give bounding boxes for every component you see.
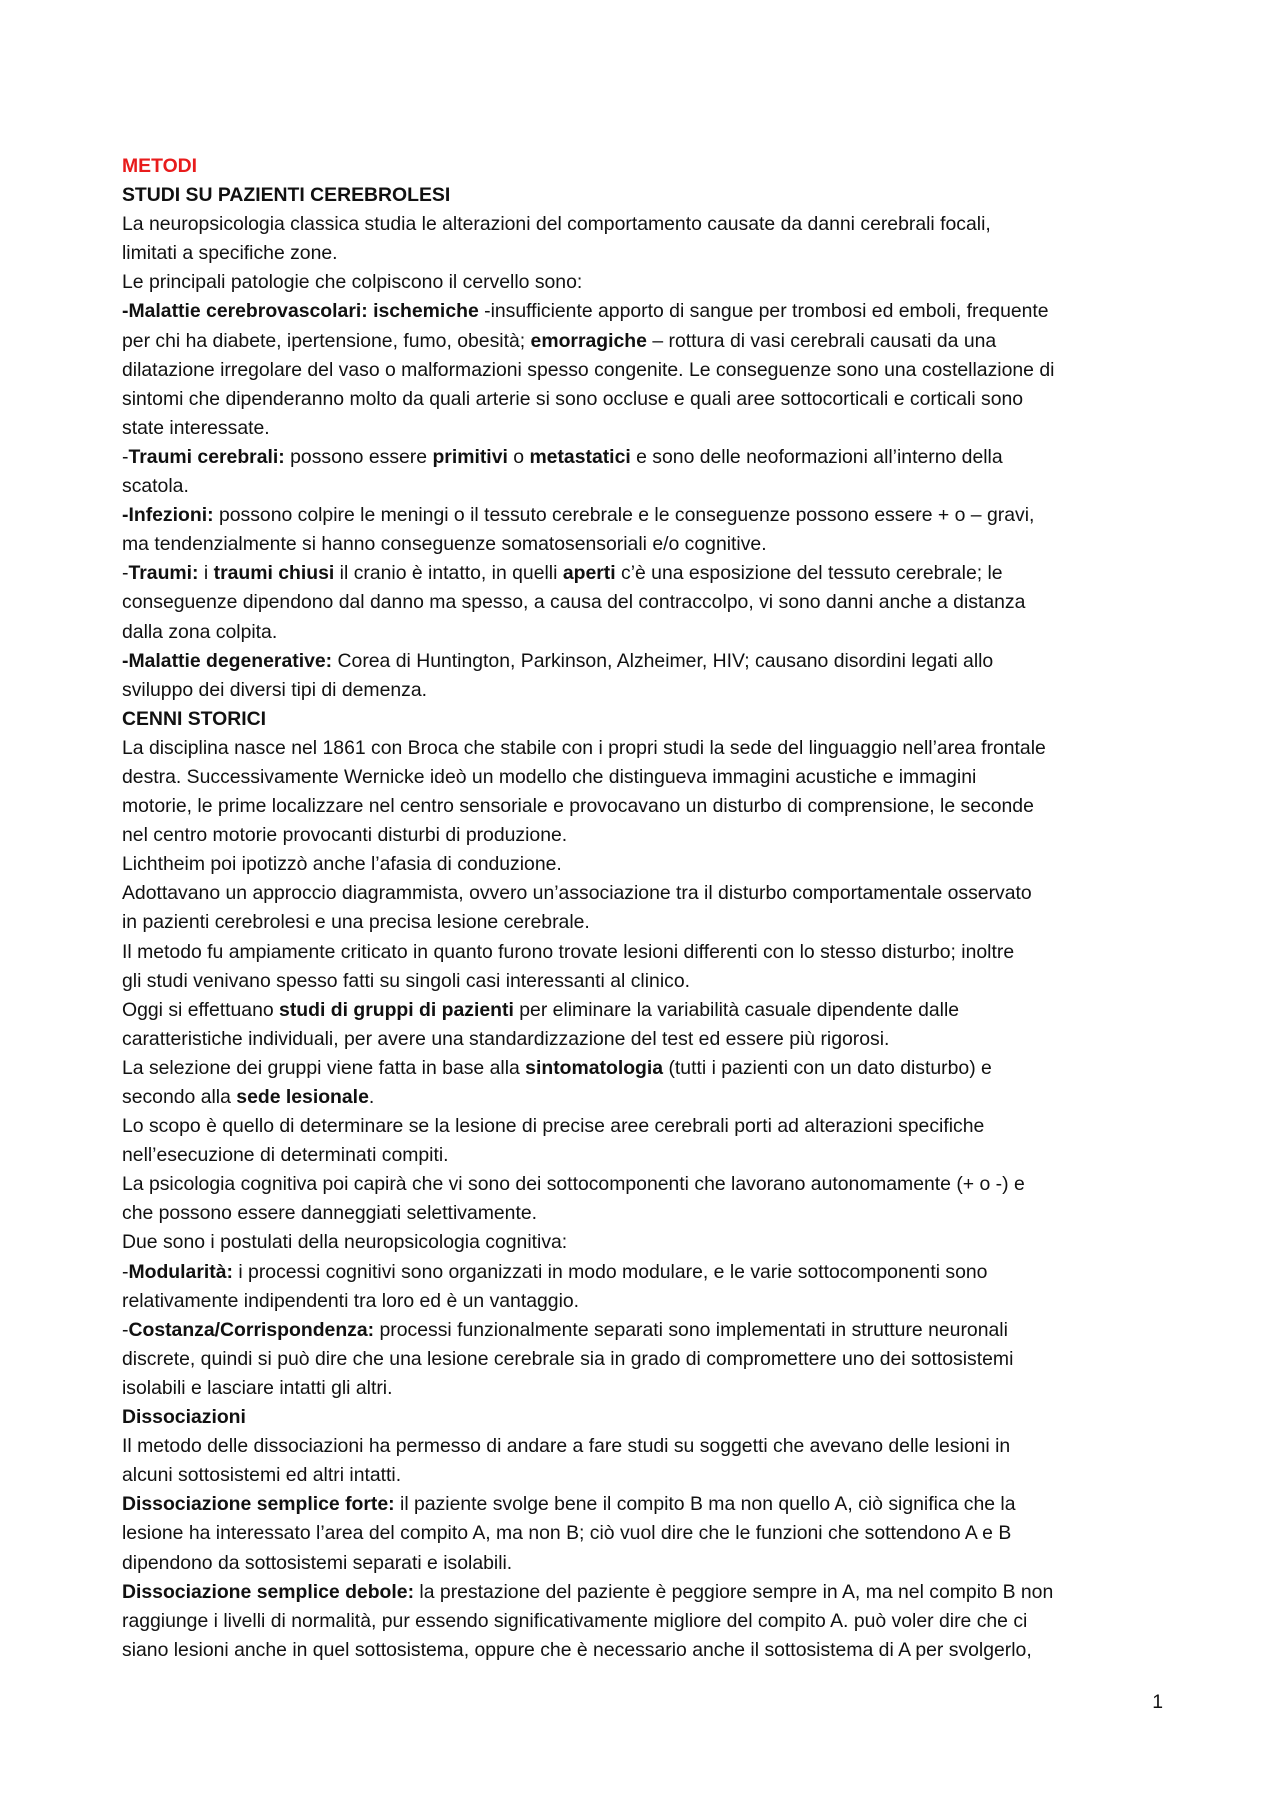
text-run: - [122,445,129,468]
text-run: Lichtheim poi ipotizzò anche l’afasia di conduzione. [122,853,562,876]
text-line [122,618,1172,647]
emphasis-text: studi di gruppi di pazienti [279,998,514,1021]
text-line [122,210,1172,239]
text-run: il cranio è intatto, in quelli [334,562,563,585]
text-line [122,1345,1172,1374]
text-run: . [368,1086,375,1108]
text-run: La psicologia cognitiva poi capirà che vi sono dei sottocomponenti che lavorano autonomamente (+ o -) e [122,1173,1025,1196]
text-run: siano lesioni anche in quel sottosistema, oppure che è necessario anche il sottosistema di A per svolgerlo, [122,1638,1032,1661]
emphasis-text: sede lesionale [236,1086,369,1108]
text-run: Le principali patologie che colpiscono il cervello sono: [122,271,583,294]
text-line [122,327,1172,356]
text-run: Adottavano un approccio diagrammista, ovvero un’associazione tra il disturbo comportamentale osservato [122,882,1032,905]
emphasis-text: aperti [562,562,616,585]
text-line [122,1636,1172,1665]
text-line [122,1112,1172,1141]
document-body [122,152,1172,1665]
text-line [122,297,1172,326]
emphasis-text: -Malattie cerebrovascolari: ischemiche [122,300,479,323]
emphasis-text: -Infezioni: [122,504,214,527]
text-run: (tutti i pazienti con un dato disturbo) e [663,1056,992,1079]
text-run: discrete, quindi si può dire che una lesione cerebrale sia in grado di compromettere uno dei sottosistemi [122,1347,1014,1370]
text-line [122,647,1172,676]
emphasis-text: Traumi cerebrali: [128,445,285,468]
page-number: 1 [1152,1691,1163,1713]
emphasis-text: metastatici [529,445,631,468]
text-line [122,1316,1172,1345]
text-line [122,385,1172,414]
text-line [122,1519,1172,1548]
text-run: - [122,562,129,585]
text-run: limitati a specifiche zone. [122,242,338,265]
text-line [122,152,1172,181]
text-line [122,1578,1172,1607]
text-run: caratteristiche individuali, per avere una standardizzazione del test ed essere più rigorosi. [122,1027,890,1050]
text-run: - [122,1260,129,1283]
text-run: sviluppo dei diversi tipi di demenza. [122,678,428,701]
text-line [122,1607,1172,1636]
emphasis-text: Costanza/Corrispondenza: [128,1318,375,1341]
text-run: processi funzionalmente separati sono implementati in strutture neuronali [374,1318,1008,1341]
text-line [122,1490,1172,1519]
text-run: – rottura di vasi cerebrali causati da una [646,329,997,352]
text-run: la prestazione del paziente è peggiore sempre in A, ma nel compito B non [414,1580,1054,1603]
text-run: Oggi si effettuano [122,998,280,1021]
text-run: nell’esecuzione di determinati compiti. [122,1144,449,1167]
text-run: scatola. [122,475,189,498]
text-line [122,1025,1172,1054]
text-run: -insufficiente apporto di sangue per trombosi ed emboli, frequente [478,300,1049,323]
text-run: lesione ha interessato l’area del compito A, ma non B; ciò vuol dire che le funzioni che sottendono A e B [122,1522,1012,1545]
text-run: destra. Successivamente Wernicke ideò un modello che distingueva immagini acustiche e immagini [122,765,977,788]
text-run: Corea di Huntington, Parkinson, Alzheimer, HIV; causano disordini legati allo [332,649,994,672]
emphasis-text: Traumi: [128,562,199,585]
text-run: dipendono da sottosistemi separati e isolabili. [122,1551,513,1574]
text-line [122,1403,1172,1432]
text-run: c’è una esposizione del tessuto cerebrale; le [615,562,1003,585]
text-run: gli studi venivano spesso fatti su singoli casi interessanti al clinico. [122,969,690,992]
text-run: il paziente svolge bene il compito B ma non quello A, ciò significa che la [394,1493,1016,1516]
text-run: sintomi che dipenderanno molto da quali arterie si sono occluse e quali aree sottocorticali e corticali sono [122,387,1024,410]
text-line [122,967,1172,996]
text-run: i processi cognitivi sono organizzati in modo modulare, e le varie sottocomponenti sono [232,1260,988,1283]
text-line [122,1054,1172,1083]
text-run: nel centro motorie provocanti disturbi di produzione. [122,824,568,847]
text-line [122,501,1172,530]
emphasis-text: traumi chiusi [213,562,335,585]
text-line [122,821,1172,850]
text-line [122,268,1172,297]
text-run: possono colpire le meningi o il tessuto cerebrale e le conseguenze possono essere + o – gravi, [213,504,1035,527]
text-run: o [507,445,530,468]
text-line [122,1461,1172,1490]
text-line [122,588,1172,617]
text-run: alcuni sottosistemi ed altri intatti. [122,1464,402,1487]
text-line [122,414,1172,443]
text-run: i [198,562,214,585]
text-run: relativamente indipendenti tra loro ed è un vantaggio. [122,1289,580,1312]
emphasis-text: Dissociazione semplice forte: [122,1493,395,1516]
emphasis-text: Modularità: [128,1260,233,1283]
text-run: La disciplina nasce nel 1861 con Broca che stabile con i propri studi la sede del linguaggio nell’area frontale [122,736,1046,759]
text-line [122,356,1172,385]
emphasis-text: emorragiche [530,329,647,352]
text-line [122,1549,1172,1578]
emphasis-text: primitivi [432,445,508,468]
text-line [122,1228,1172,1257]
text-line [122,1141,1172,1170]
text-line [122,850,1172,879]
text-run: Lo scopo è quello di determinare se la lesione di precise aree cerebrali porti ad alterazioni specifiche [122,1115,985,1138]
text-line [122,996,1172,1025]
text-line [122,1199,1172,1228]
text-run: e sono delle neoformazioni all’interno della [630,445,1003,468]
text-line [122,705,1172,734]
text-run: dilatazione irregolare del vaso o malformazioni spesso congenite. Le conseguenze sono una costellazione di [122,358,1055,381]
text-run: La neuropsicologia classica studia le alterazioni del comportamento causate da danni cerebrali focali, [122,213,991,236]
emphasis-text: Dissociazioni [122,1406,246,1429]
text-line [122,559,1172,588]
emphasis-text: Dissociazione semplice debole: [122,1580,415,1603]
emphasis-text: -Malattie degenerative: [122,649,333,672]
text-line [122,908,1172,937]
text-line [122,879,1172,908]
text-line [122,734,1172,763]
text-run: La selezione dei gruppi viene fatta in base alla [122,1056,526,1079]
text-line [122,181,1172,210]
text-run: per chi ha diabete, ipertensione, fumo, obesità; [122,329,531,352]
text-run: possono essere [284,445,433,468]
text-line [122,1432,1172,1461]
text-line [122,1170,1172,1199]
text-line [122,1083,1172,1112]
text-run: che possono essere danneggiati selettivamente. [122,1202,538,1225]
text-run: Due sono i postulati della neuropsicologia cognitiva: [122,1231,568,1254]
text-line [122,472,1172,501]
text-line [122,1374,1172,1403]
text-line [122,530,1172,559]
text-line [122,1287,1172,1316]
text-line [122,443,1172,472]
text-line [122,239,1172,268]
text-run: ma tendenzialmente si hanno conseguenze somatosensoriali e/o cognitive. [122,533,767,556]
text-run: motorie, le prime localizzare nel centro sensoriale e provocavano un disturbo di comprensione, le seconde [122,795,1034,818]
text-run: conseguenze dipendono dal danno ma spesso, a causa del contraccolpo, vi sono danni anche a distanza [122,591,1026,614]
emphasis-text: CENNI STORICI [122,707,267,730]
text-line [122,938,1172,967]
text-run: Il metodo delle dissociazioni ha permesso di andare a fare studi su soggetti che avevano delle lesioni in [122,1435,1011,1458]
text-run: dalla zona colpita. [122,620,278,643]
text-run: per eliminare la variabilità casuale dipendente dalle [513,998,960,1021]
emphasis-text: STUDI SU PAZIENTI CEREBROLESI [122,184,451,207]
text-run: state interessate. [122,416,270,439]
text-line [122,1258,1172,1287]
text-line [122,676,1172,705]
emphasis-text: METODI [122,155,198,177]
text-run: - [122,1318,129,1341]
text-line [122,792,1172,821]
text-line [122,763,1172,792]
emphasis-text: sintomatologia [525,1056,664,1079]
text-run: isolabili e lasciare intatti gli altri. [122,1376,393,1399]
text-run: in pazienti cerebrolesi e una precisa lesione cerebrale. [122,911,590,934]
text-run: Il metodo fu ampiamente criticato in quanto furono trovate lesioni differenti con lo stesso disturbo; inoltre [122,940,1015,963]
text-run: secondo alla [122,1086,237,1108]
text-run: raggiunge i livelli di normalità, pur essendo significativamente migliore del compito A. può voler dire che ci [122,1609,1028,1632]
